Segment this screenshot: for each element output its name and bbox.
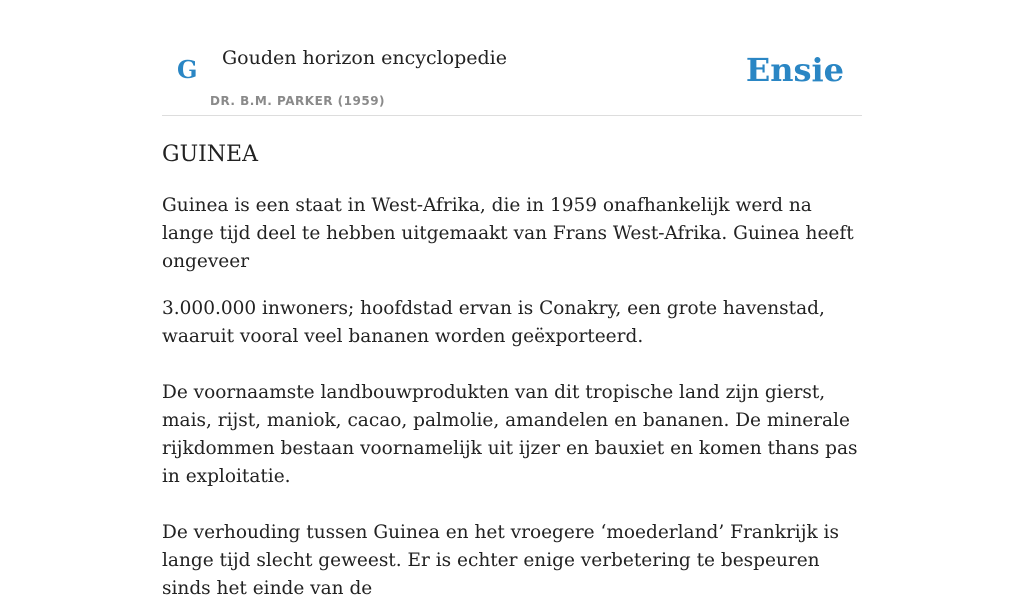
entry-paragraph: De voornaamste landbouwprodukten van dit tropische land zijn gierst, mais, rijst, maniok, cacao, palmolie, amandelen en bananen. De minerale rijkdommen bestaan voornamelijk uit ijzer en bauxiet en komen thans pas in exploitatie.	[162, 382, 858, 487]
page-header	[162, 0, 862, 116]
entry-content	[162, 138, 862, 603]
entry-paragraph: Guinea is een staat in West-Afrika, die in 1959 onafhankelijk werd na lange tijd deel te hebben uitgemaakt van Frans West-Afrika. Guinea heeft ongeveer	[162, 195, 854, 272]
entry-paragraph: 3.000.000 inwoners; hoofdstad ervan is Conakry, een grote havenstad, waaruit vooral veel bananen worden geëxporteerd.	[162, 298, 825, 347]
source-author: DR. B.M. PARKER (1959)	[210, 94, 386, 108]
entry-paragraph: De verhouding tussen Guinea en het vroegere ‘moederland’ Frankrijk is lange tijd slecht geweest. Er is echter enige verbetering te bespeuren sinds het einde van de	[162, 522, 839, 599]
entry-title: GUINEA	[162, 142, 259, 167]
ensie-logo[interactable]: Ensie	[745, 51, 844, 89]
source-logo: G	[177, 55, 198, 84]
source-title[interactable]: Gouden horizon encyclopedie	[222, 47, 507, 69]
